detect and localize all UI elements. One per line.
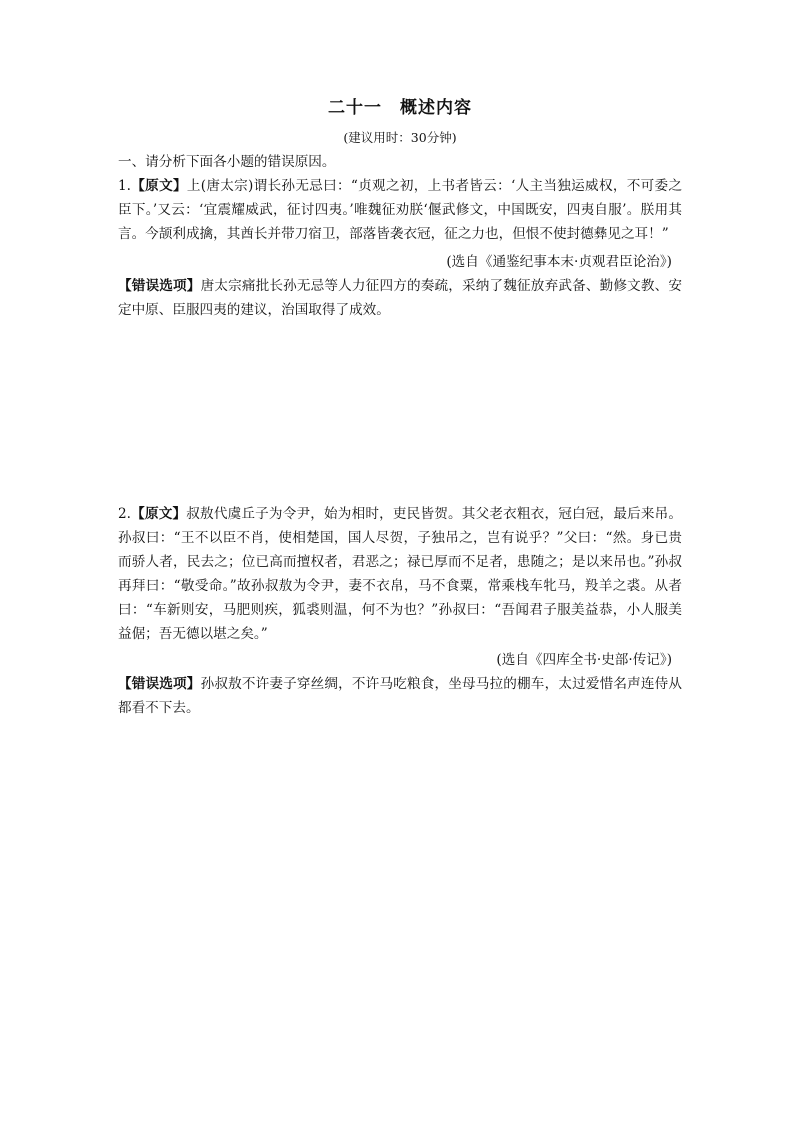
- question-1-error-text: 唐太宗痛批长孙无忌等人力征四方的奏疏，采纳了魏征放弃武备、勤修文教、安定中原、臣服四夷的建议，治国取得了成效。: [118, 278, 682, 318]
- question-2-original-tag: 【原文】: [130, 506, 187, 522]
- question-2-error-tag: 【错误选项】: [118, 676, 201, 692]
- question-1-error-tag: 【错误选项】: [118, 278, 201, 294]
- question-2-error-option: [118, 672, 682, 720]
- question-2-original-text: 叔敖代虞丘子为令尹，始为相时，吏民皆贺。其父老衣粗衣，冠白冠，最后来吊。孙叔曰：“王不以臣不肖，使相楚国，国人尽贺，子独吊之，岂有说乎？”父曰：“然。身已贵而骄人者，民去之；位已高而擅权者，君恶之；禄已厚而不足者，患随之；是以来吊也。”孙叔再拜曰：“敬受命。”故孙叔敖为令尹，妻不衣帛，马不食粟，常乘栈车牝马，羖羊之裘。从者曰：“车新则安，马肥则疾，狐裘则温，何不为也？”孙叔曰：“吾闻君子服美益恭，小人服美益倨；吾无德以堪之矣。”: [118, 506, 683, 642]
- page-title: [118, 96, 682, 120]
- question-2-error-text: 孙叔敖不许妻子穿丝绸，不许马吃粮食，坐母马拉的棚车，太过爱惜名声连侍从都看不下去。: [118, 676, 682, 716]
- question-2-original: [118, 502, 682, 646]
- title-topic: 概述内容: [400, 98, 472, 118]
- question-1-source: (选自《通鉴纪事本末·贞观君臣论治》): [446, 254, 672, 270]
- question-2-number: 2.: [118, 506, 131, 522]
- title-number: 二十一: [328, 98, 382, 118]
- answer-space-1: [118, 322, 682, 502]
- question-1-number: 1.: [118, 178, 131, 194]
- document-content: [118, 96, 682, 720]
- question-1-error-option: [118, 274, 682, 322]
- question-1-original: [118, 174, 682, 246]
- section-heading: 一、请分析下面各小题的错误原因。: [118, 154, 336, 170]
- question-1-original-tag: 【原文】: [130, 178, 187, 194]
- question-2-source: (选自《四库全书·史部·传记》): [496, 652, 672, 668]
- question-1-original-text: 上(唐太宗)谓长孙无忌曰：“贞观之初，上书者皆云：‘人主当独运威权，不可委之臣下。’又云：‘宜震耀威武，征讨四夷。’唯魏征劝朕‘偃武修文，中国既安，四夷自服’。朕用其言。今颉利成擒，其酋长并带刀宿卫，部落皆袭衣冠，征之力也，但恨不使封德彝见之耳！”: [118, 178, 683, 242]
- suggested-time: (建议用时：30分钟): [343, 130, 457, 145]
